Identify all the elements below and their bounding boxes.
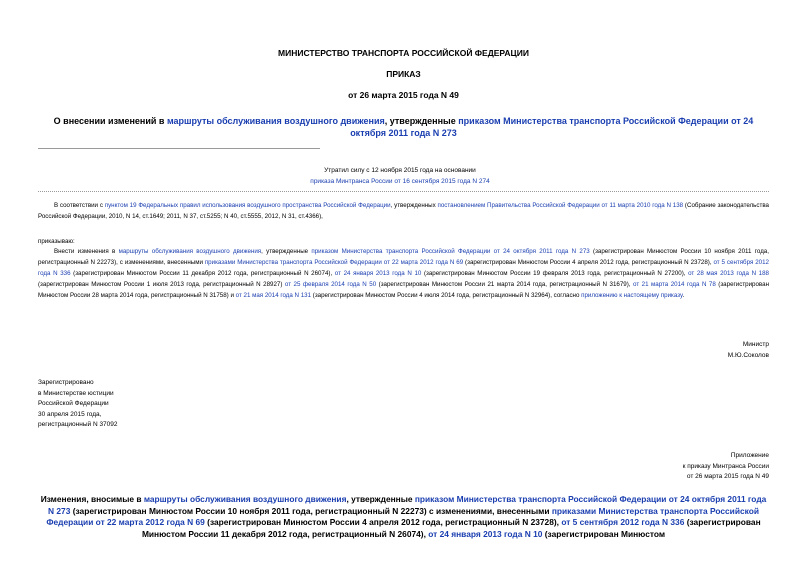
registration-line: Российской Федерации [38,400,109,407]
para2-link[interactable]: от 28 мая 2013 года N 188 [688,270,769,277]
appendix-title-link[interactable]: маршруты обслуживания воздушного движения [143,494,347,504]
para2-link[interactable]: приказами Министерства транспорта Российской Федерации от 22 марта 2012 года N 69 [204,259,464,266]
preamble-paragraph [38,200,769,222]
para1-text-3: (Собрание законодательства Российской Федерации, 2010, N 14, ст.1649; 2011, N 37, ст.5255; N 40, ст.5555, 2012, N 31, ст.4366), [38,202,769,220]
para1-link-decree[interactable]: постановлением Правительства Российской Федерации от 11 марта 2010 года N 138 [437,202,684,209]
title-link-order-273[interactable]: приказом Министерства транспорта Российской Федерации от 24 октября 2011 года N 273 [350,116,754,138]
para2-link[interactable]: приказом Министерства транспорта Российской Федерации от 24 октября 2011 года N 273 [311,248,590,255]
registration-line: Зарегистрировано [38,379,94,386]
appendix-title-text: , утвержденные [346,494,415,504]
document-type: ПРИКАЗ [386,69,421,79]
ministry-name: МИНИСТЕРСТВО ТРАНСПОРТА РОССИЙСКОЙ ФЕДЕРАЦИИ [278,48,529,58]
para1-text-1: В соответствии с [54,202,105,209]
para2-text: (зарегистрирован Минюстом России 4 апреля 2012 года, регистрационный N 23728), [463,259,714,266]
appendix-title [38,494,769,571]
para2-text: (зарегистрирован Минюстом России 10 ноября 2011 года, регистрационный N 22273), с изменениями, внесенными [38,248,769,266]
para2-link[interactable]: от 25 февраля 2014 года N 50 [284,281,377,288]
para2-link[interactable]: от 5 сентября 2012 года N 336 [38,259,769,277]
divider-long [38,191,769,192]
appendix-title-text: (зарегистрирован Минюстом России 11 декабря 2012 года, регистрационный N 26074), [141,517,761,539]
para2-link[interactable]: маршруты обслуживания воздушного движения [118,248,262,255]
document-title [38,115,769,139]
appendix-line: к приказу Минтранса России [682,462,769,470]
document-date: от 26 марта 2015 года N 49 [348,90,459,100]
orders-word: приказываю: [38,238,75,245]
appendix-title-link[interactable]: приказами Министерства транспорта Российской Федерации от 22 марта 2012 года N 69 [46,505,759,527]
para2-link[interactable]: от 24 января 2013 года N 10 [334,270,422,277]
lost-force-text: Утратил силу с 12 ноября 2015 года на основании [324,167,476,174]
para2-text: (зарегистрирован Минюстом России 4 июля 2014 года, регистрационный N 32964), согласно [311,292,582,299]
registration-line: 30 апреля 2015 года, [38,410,102,418]
appendix-line: от 26 марта 2015 года N 49 [686,473,769,480]
main-paragraph [38,246,769,301]
para2-text: (зарегистрирован Минюстом России 19 февраля 2013 года, регистрационный N 27200), [421,270,689,277]
para2-text: (зарегистрирован Минюстом России 11 декабря 2012 года, регистрационный N 26074), [70,270,335,277]
appendix-title-link[interactable]: от 24 января 2013 года N 10 [428,528,543,539]
appendix-title-link[interactable]: от 5 сентября 2012 года N 336 [561,517,685,527]
signature-block [569,339,769,361]
registration-block [38,378,238,431]
para2-link[interactable]: от 21 марта 2014 года N 78 [633,281,716,288]
signature-position: Министр [742,341,769,348]
lost-force-link[interactable]: приказа Минтранса России от 16 сентября 2015 года N 274 [310,178,490,185]
appendix-title-text: (зарегистрирован Минюстом России 4 апреля 2012 года, регистрационный N 23728), [204,517,562,527]
appendix-title-text: Изменения, вносимые в [40,494,144,504]
signature-name: М.Ю.Соколов [727,352,769,359]
appendix-title-text: (зарегистрирован Минюстом [542,528,666,539]
para2-text: Внести изменения в [54,248,119,255]
title-link-atm-routes[interactable]: маршруты обслуживания воздушного движения [166,116,385,126]
registration-line: в Министерстве юстиции [38,389,114,397]
para2-text: , утвержденные [261,248,312,255]
title-text-2: , утвержденные [384,116,459,126]
para2-text: (зарегистрирован Минюстом России 1 июля 2013 года, регистрационный N 28927) [38,281,285,288]
registration-line: регистрационный N 37092 [38,421,118,428]
para2-text: (зарегистрирован Минюстом России 21 марта 2014 года, регистрационный N 31679), [376,281,634,288]
para2-link[interactable]: от 21 мая 2014 года N 131 [235,292,312,299]
lost-force-note [250,165,550,187]
appendix-title-text: (зарегистрирован Минюстом России 10 ноября 2011 года, регистрационный N 22273) с изменениями, внесенными [70,505,552,516]
appendix-header [569,451,769,483]
appendix-line: Приложение [730,452,769,459]
title-text-1: О внесении изменений в [53,116,167,126]
appendix-title-link[interactable]: приказом Министерства транспорта Российской Федерации от 24 октября 2011 года N 273 [48,494,767,516]
para2-link-appendix[interactable]: приложению к настоящему приказу [581,292,683,299]
para1-link-rules[interactable]: пунктом 19 Федеральных правил использования воздушного пространства Российской Федерации [104,202,391,209]
para2-text: . [682,292,685,299]
para1-text-2: , утвержденных [390,202,438,209]
divider-short [38,148,320,149]
para2-text: (зарегистрирован Минюстом России 28 марта 2014 года, регистрационный N 31758) и [38,281,770,299]
